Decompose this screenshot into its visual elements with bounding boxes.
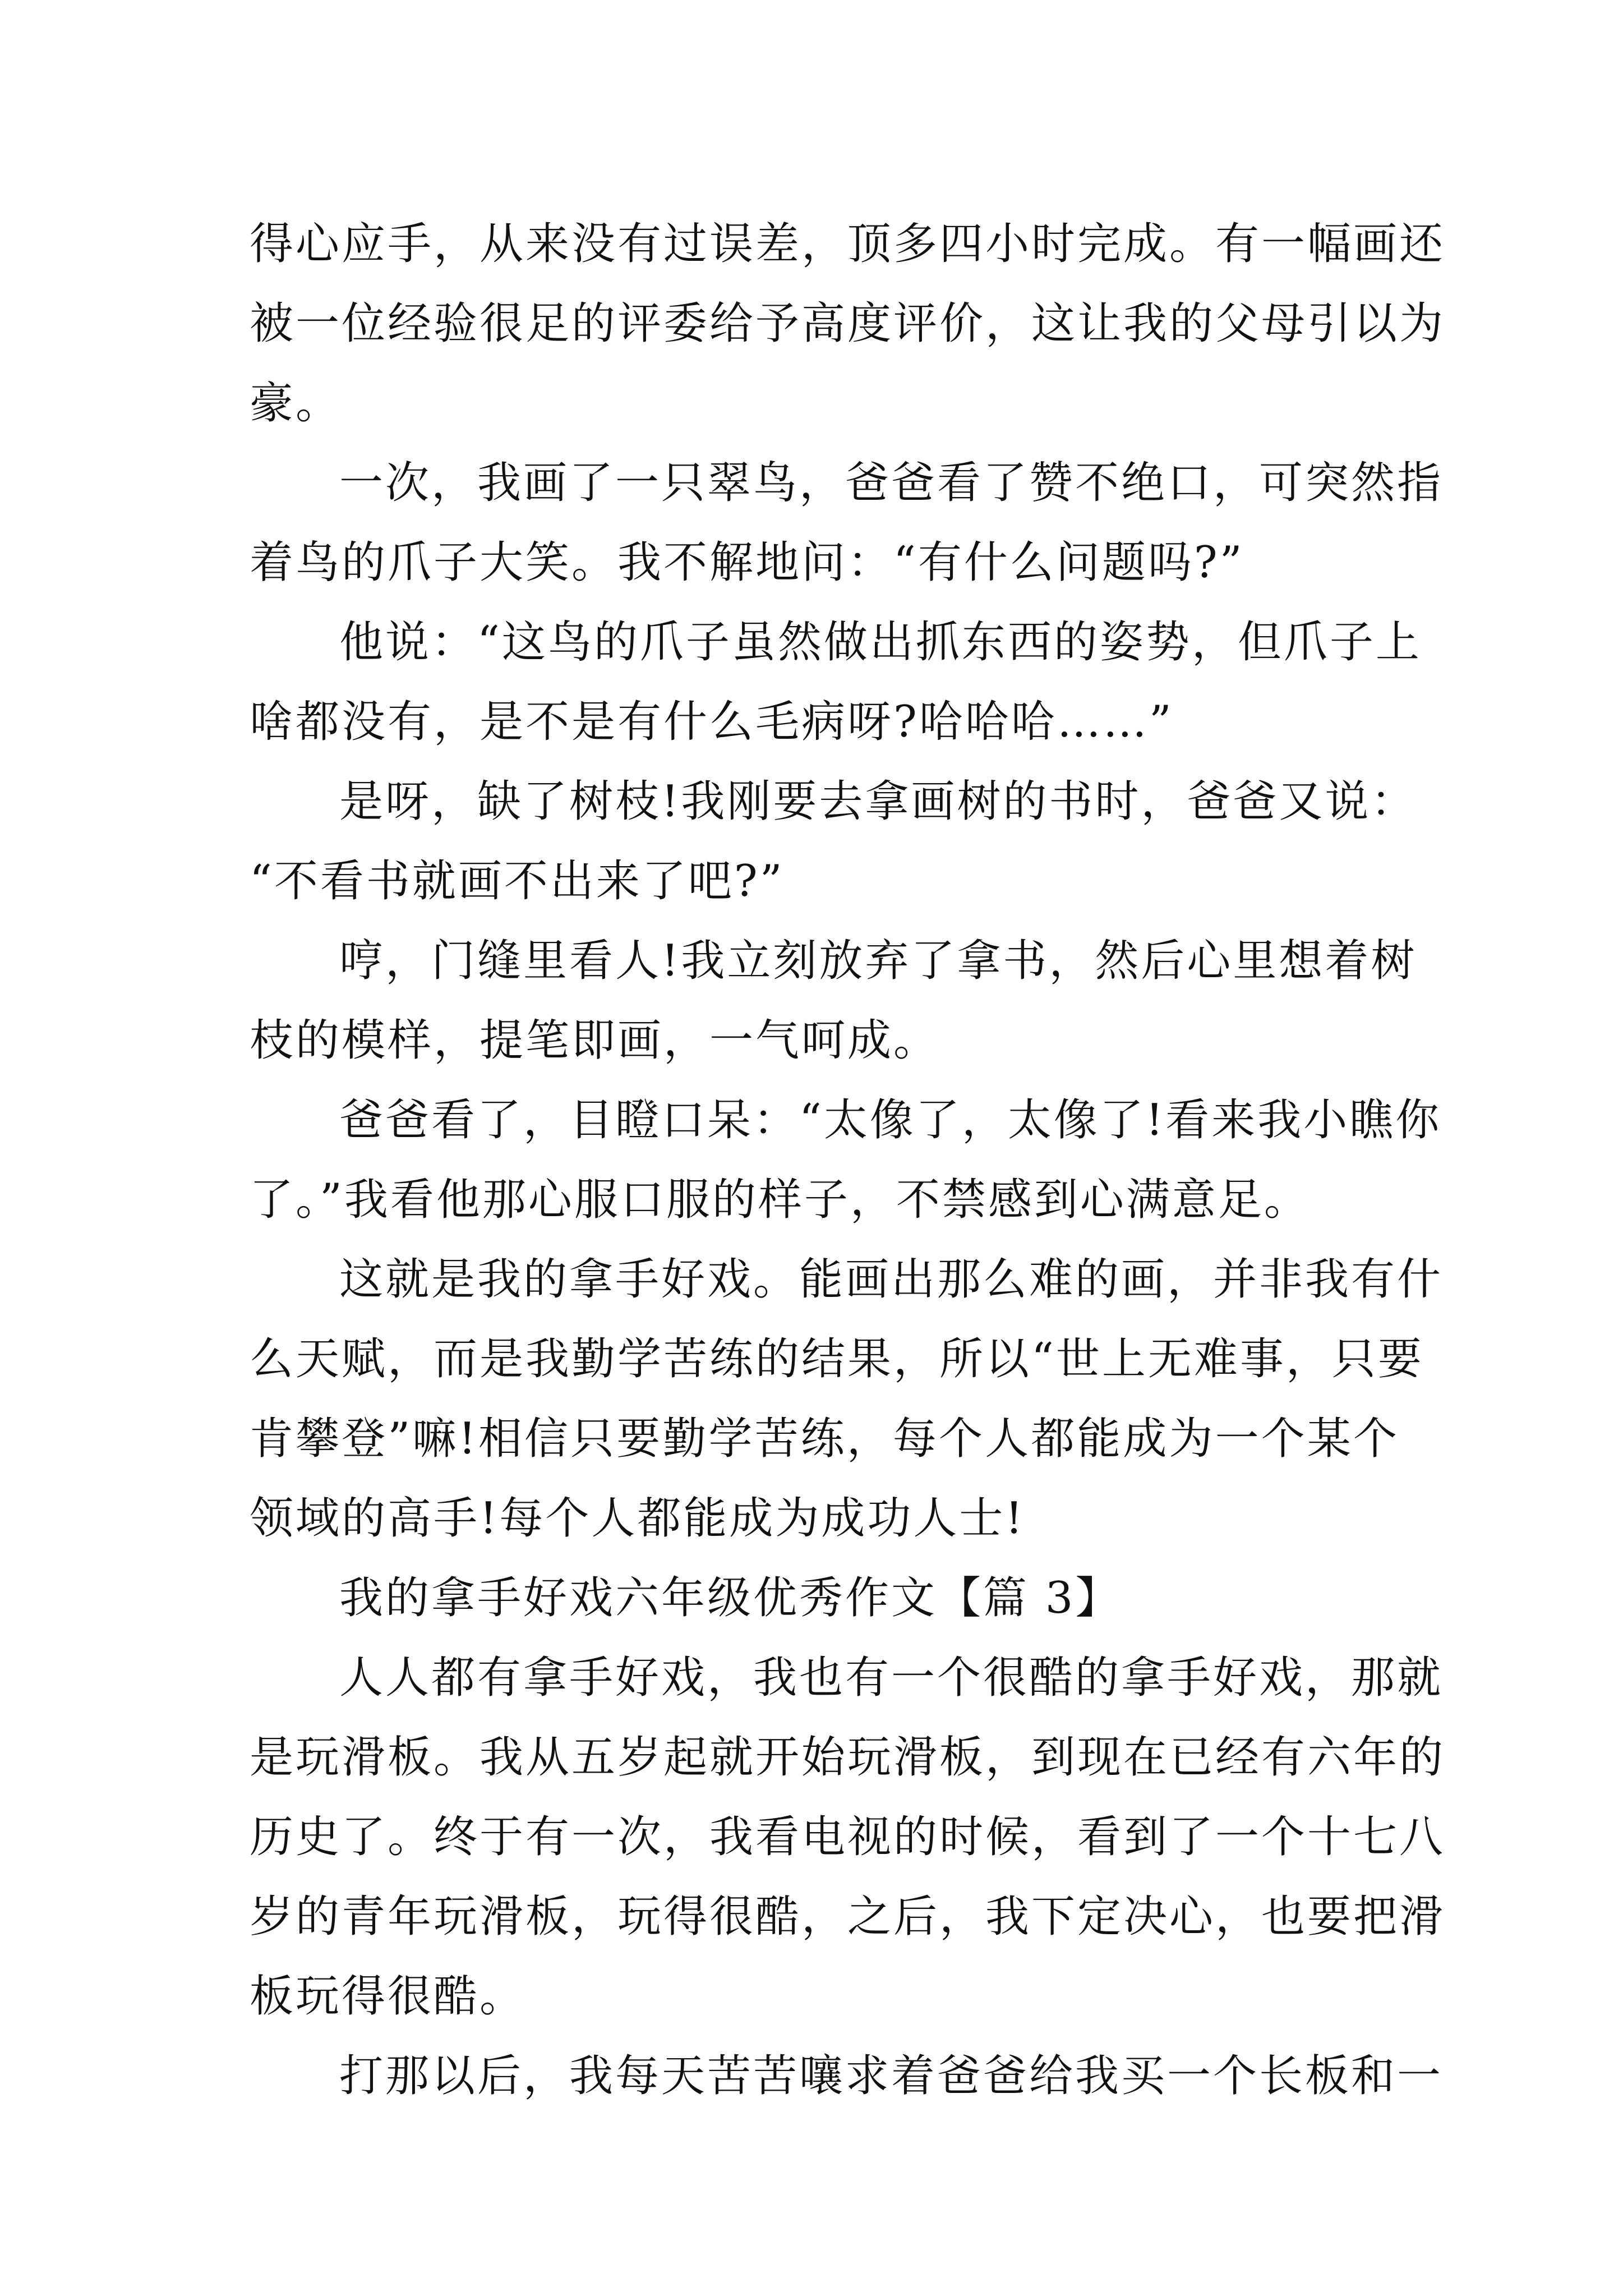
text-line: 得心应手，从来没有过误差，顶多四小时完成。有一幅画还	[250, 219, 1446, 269]
text-line: 爸爸看了，目瞪口呆：“太像了，太像了!看来我小瞧你	[339, 1095, 1442, 1145]
text-line: 打那以后，我每天苦苦嚷求着爸爸给我买一个长板和一	[339, 2051, 1444, 2101]
text-line: 啥都没有，是不是有什么毛病呀?哈哈哈……”	[250, 697, 1174, 747]
text-line: 么天赋，而是我勤学苦练的结果，所以“世上无难事，只要	[250, 1334, 1424, 1384]
text-line: 这就是我的拿手好戏。能画出那么难的画，并非我有什	[339, 1254, 1444, 1305]
text-line: 他说：“这鸟的爪子虽然做出抓东西的姿势，但爪子上	[339, 617, 1422, 668]
text-line: 板玩得很酷。	[250, 1971, 526, 2022]
text-line: 一次，我画了一只翠鸟，爸爸看了赞不绝口，可突然指	[339, 458, 1444, 508]
text-line: 了。”我看他那心服口服的样子，不禁感到心满意足。	[250, 1175, 1310, 1225]
text-line: 人人都有拿手好戏，我也有一个很酷的拿手好戏，那就	[339, 1653, 1444, 1703]
text-line: 岁的青年玩滑板，玩得很酷，之后，我下定决心，也要把滑	[250, 1892, 1446, 1942]
text-line: 是呀，缺了树枝!我刚要去拿画树的书时，爸爸又说：	[339, 776, 1417, 827]
text-line: 哼，门缝里看人!我立刻放弃了拿书，然后心里想着树	[339, 936, 1417, 986]
text-line: 被一位经验很足的评委给予高度评价，这让我的父母引以为	[250, 298, 1446, 349]
text-line: 豪。	[250, 378, 342, 429]
text-line: 肯攀登”嘛!相信只要勤学苦练，每个人都能成为一个某个	[250, 1414, 1399, 1464]
text-line: 领域的高手!每个人都能成为成功人士!	[250, 1493, 1025, 1544]
text-line: 是玩滑板。我从五岁起就开始玩滑板，到现在已经有六年的	[250, 1732, 1446, 1783]
text-line: 着鸟的爪子大笑。我不解地问：“有什么问题吗?”	[250, 537, 1244, 588]
section-heading: 我的拿手好戏六年级优秀作文【篇 3】	[339, 1573, 1122, 1623]
text-line: “不看书就画不出来了吧?”	[250, 856, 785, 907]
text-line: 历史了。终于有一次，我看电视的时候，看到了一个十七八	[250, 1812, 1446, 1862]
text-line: 枝的模样，提笔即画，一气呵成。	[250, 1015, 940, 1066]
